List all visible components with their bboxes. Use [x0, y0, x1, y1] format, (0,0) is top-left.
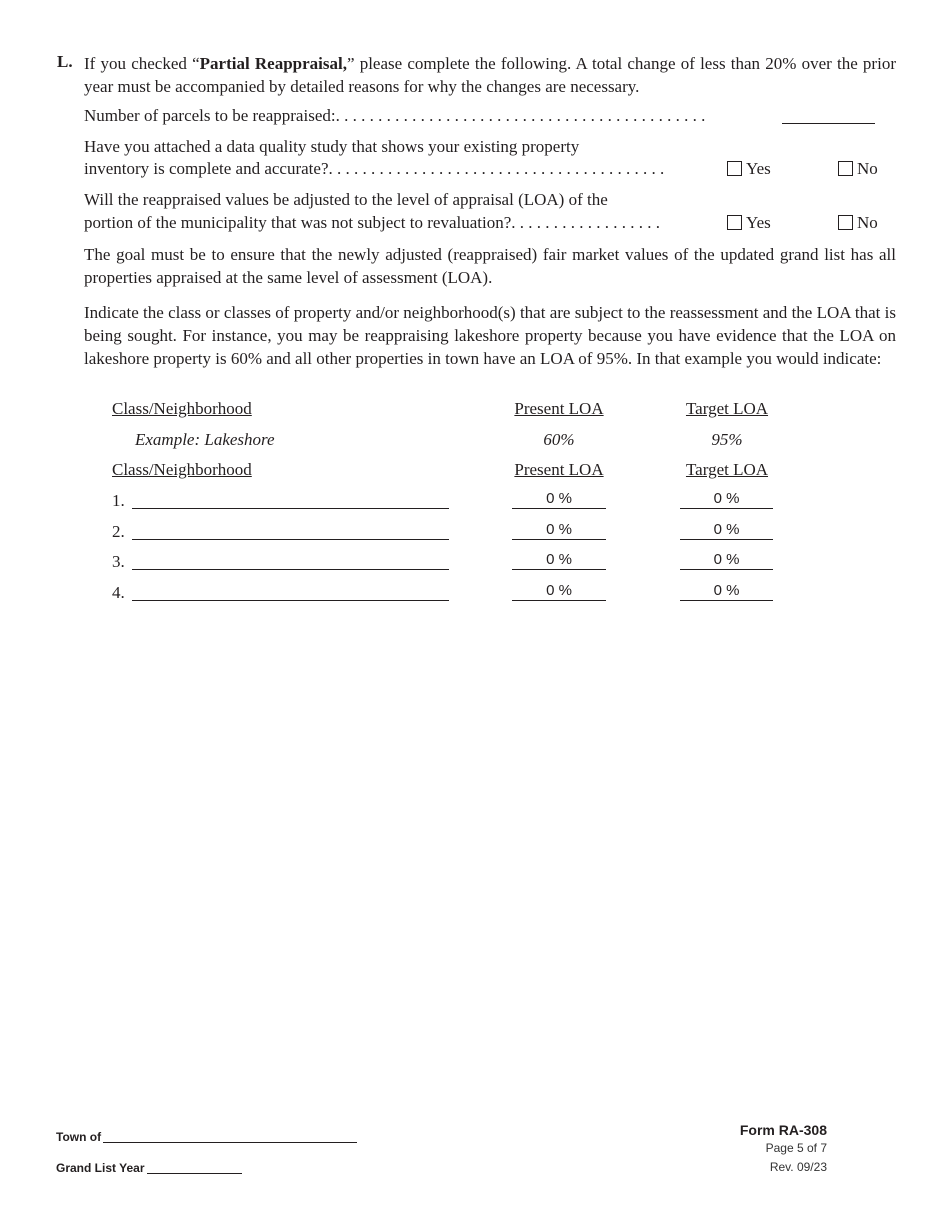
- row-4-present-loa[interactable]: 0 %: [512, 581, 606, 601]
- question-1-no-label: No: [857, 159, 878, 178]
- row-2-present-loa[interactable]: 0 %: [512, 520, 606, 540]
- section-intro: [84, 52, 896, 98]
- form-number: Form RA-308: [739, 1122, 827, 1138]
- question-2-no-checkbox[interactable]: [838, 215, 853, 230]
- parcels-dots: . . . . . . . . . . . . . . . . . . . . . . . . . . . . . . . . . . . . . . . . . . . .: [335, 106, 706, 125]
- question-1-yes-label: Yes: [746, 159, 771, 178]
- example-present-loa: 60%: [543, 430, 575, 449]
- question-1-no[interactable]: [838, 159, 878, 179]
- parcels-label: Number of parcels to be reappraised:: [84, 106, 336, 125]
- header-target-loa-2: Target LOA: [685, 460, 769, 479]
- town-line: [103, 1142, 357, 1143]
- intro-suffix: ” please complete the following. A total change of less than 20% over the prior year must be accompanied by detailed reasons for why the changes are necessary.: [84, 54, 896, 96]
- parcels-input[interactable]: [782, 104, 875, 122]
- indicate-paragraph: Indicate the class or classes of property and/or neighborhood(s) that are subject to the reassessment and the LOA that is being sought. For instance, you may be reappraising lakeshore property because you have evidence that the LOA on lakeshore property is 60% and all other properties in town have an LOA of 95%. In that example you would indicate:: [84, 303, 896, 368]
- grand-list-year-line: [147, 1173, 242, 1174]
- row-3-class-input[interactable]: [132, 550, 449, 570]
- question-1-yes-checkbox[interactable]: [727, 161, 742, 176]
- question-1-yes[interactable]: [727, 159, 771, 179]
- question-1-line1: Have you attached a data quality study that shows your existing property: [84, 137, 580, 156]
- row-2-class-input[interactable]: [132, 520, 449, 540]
- row-1-class-input[interactable]: [132, 489, 449, 509]
- row-3-present-loa[interactable]: 0 %: [512, 550, 606, 570]
- question-2-yes-label: Yes: [746, 213, 771, 232]
- question-1-text: inventory is complete and accurate?: [84, 159, 329, 178]
- header-target-loa: Target LOA: [685, 399, 769, 418]
- header-present-loa-2: Present LOA: [514, 460, 604, 479]
- question-2-dots: . . . . . . . . . . . . . . . . . .: [511, 213, 661, 232]
- revision: Rev. 09/23: [769, 1160, 827, 1174]
- page-number: Page 5 of 7: [765, 1141, 827, 1155]
- row-3-number: 3.: [112, 552, 125, 571]
- row-4-target-loa[interactable]: 0 %: [680, 581, 773, 601]
- question-2-line2: [84, 213, 660, 233]
- grand-list-year-input[interactable]: [147, 1158, 242, 1172]
- example-target-loa: 95%: [711, 430, 743, 449]
- row-2-target-loa[interactable]: 0 %: [680, 520, 773, 540]
- question-2-yes-checkbox[interactable]: [727, 215, 742, 230]
- header-class: Class/Neighborhood: [112, 399, 252, 418]
- intro-prefix: If you checked “: [84, 54, 200, 73]
- example-class: Example: Lakeshore: [135, 430, 275, 449]
- question-2-no-label: No: [857, 213, 878, 232]
- row-3-target-loa[interactable]: 0 %: [680, 550, 773, 570]
- row-4-number: 4.: [112, 583, 125, 602]
- grand-list-year-label: Grand List Year: [56, 1161, 145, 1175]
- row-4-class-input[interactable]: [132, 581, 449, 601]
- question-1-no-checkbox[interactable]: [838, 161, 853, 176]
- parcels-row: [84, 106, 705, 126]
- goal-paragraph: The goal must be to ensure that the newly adjusted (reappraised) fair market values of the updated grand list has all properties appraised at the same level of assessment (LOA).: [84, 245, 896, 287]
- town-label: Town of: [56, 1130, 102, 1144]
- row-1-present-loa[interactable]: 0 %: [512, 489, 606, 509]
- row-1-target-loa[interactable]: 0 %: [680, 489, 773, 509]
- question-2-line1: Will the reappraised values be adjusted to the level of appraisal (LOA) of the: [84, 190, 608, 209]
- row-1-number: 1.: [112, 491, 125, 510]
- header-class-2: Class/Neighborhood: [112, 460, 252, 479]
- question-2-text: portion of the municipality that was not subject to revaluation?: [84, 213, 512, 232]
- section-letter: L.: [57, 52, 73, 71]
- question-1-line2: [84, 159, 664, 179]
- parcels-input-line: [782, 123, 875, 124]
- row-2-number: 2.: [112, 522, 125, 541]
- header-present-loa: Present LOA: [514, 399, 604, 418]
- town-input[interactable]: [103, 1127, 357, 1141]
- question-2-no[interactable]: [838, 213, 878, 233]
- intro-bold: Partial Reappraisal,: [199, 54, 347, 73]
- question-1-dots: . . . . . . . . . . . . . . . . . . . . . . . . . . . . . . . . . . . . . . . .: [328, 159, 665, 178]
- question-2-yes[interactable]: [727, 213, 771, 233]
